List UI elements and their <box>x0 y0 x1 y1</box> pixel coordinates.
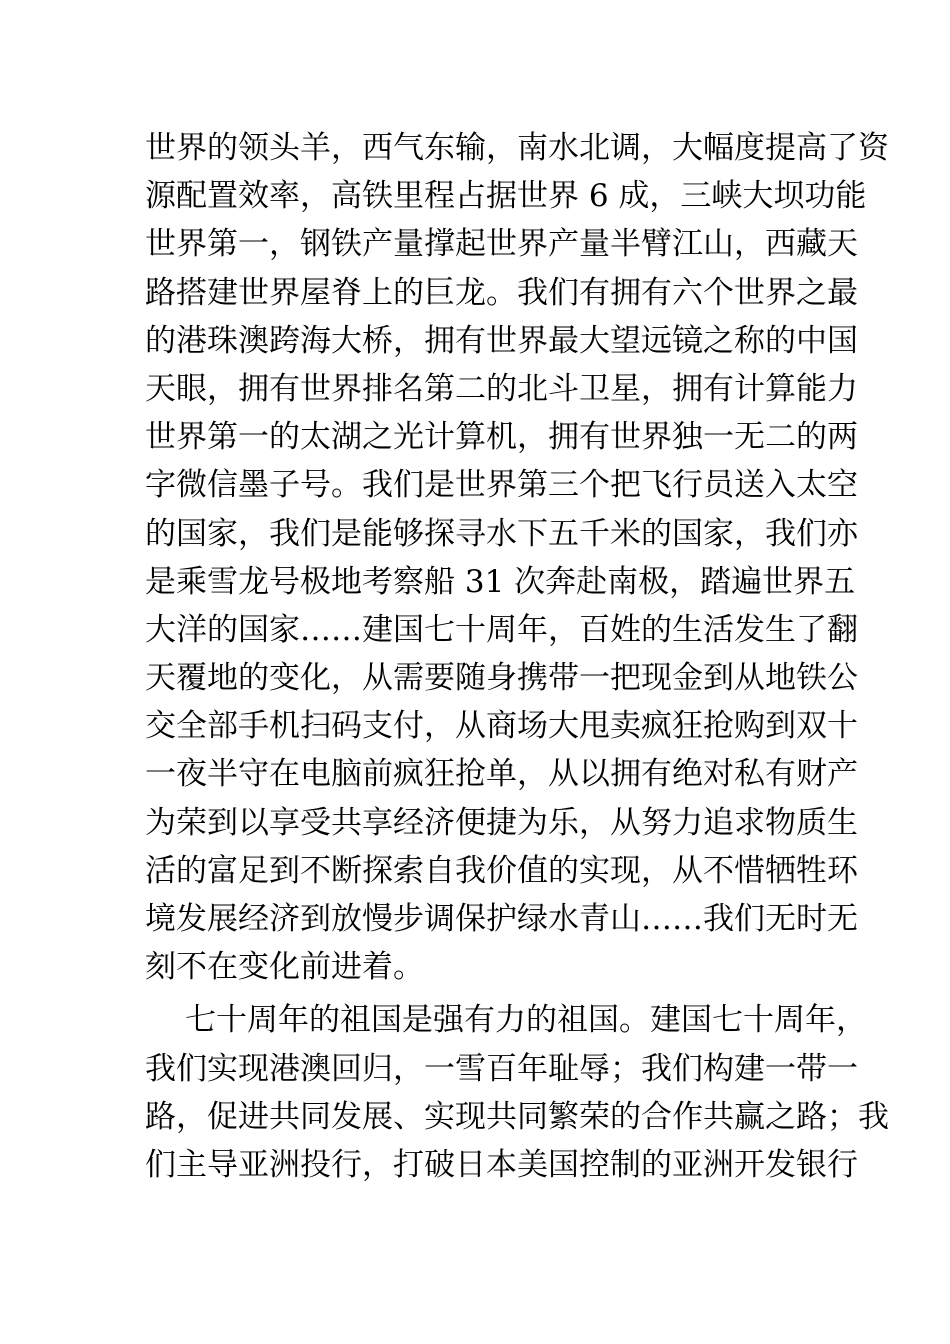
text-line: 活的富足到不断探索自我价值的实现，从不惜牺牲环 <box>145 852 858 889</box>
text-line: 天眼，拥有世界排名第二的北斗卫星，拥有计算能力 <box>145 370 858 407</box>
text-line: 路搭建世界屋脊上的巨龙。我们有拥有六个世界之最 <box>145 274 858 311</box>
text-line: 我们实现港澳回归，一雪百年耻辱；我们构建一带一 <box>145 1050 858 1087</box>
text-line: 源配置效率，高铁里程占据世界 6 成，三峡大坝功能 <box>145 178 867 215</box>
text-line: 字微信墨子号。我们是世界第三个把飞行员送入太空 <box>145 467 858 504</box>
paragraph-1 <box>145 124 889 991</box>
text-line: 世界第一的太湖之光计算机，拥有世界独一无二的两 <box>145 419 858 456</box>
text-line: 境发展经济到放慢步调保护绿水青山……我们无时无 <box>145 901 858 937</box>
text-line: 刻不在变化前进着。 <box>145 949 424 986</box>
text-line: 世界第一，钢铁产量撑起世界产量半臂江山，西藏天 <box>145 226 858 263</box>
text-line: 们主导亚洲投行，打破日本美国控制的亚洲开发银行 <box>145 1146 858 1183</box>
text-line: 是乘雪龙号极地考察船 31 次奔赴南极，踏遍世界五 <box>145 563 856 600</box>
text-line: 交全部手机扫码支付，从商场大甩卖疯狂抢购到双十 <box>145 708 858 745</box>
text-line: 七十周年的祖国是强有力的祖国。建国七十周年， <box>185 1002 867 1039</box>
text-line: 大洋的国家……建国七十周年，百姓的生活发生了翻 <box>145 611 858 648</box>
paragraph-2 <box>145 996 889 1189</box>
text-line: 世界的领头羊，西气东输，南水北调，大幅度提高了资 <box>145 130 889 166</box>
text-line: 一夜半守在电脑前疯狂抢单，从以拥有绝对私有财产 <box>145 756 858 793</box>
text-line: 为荣到以享受共享经济便捷为乐，从努力追求物质生 <box>145 804 858 841</box>
body-text <box>145 124 889 1189</box>
text-line: 的国家，我们是能够探寻水下五千米的国家，我们亦 <box>145 515 858 552</box>
text-line: 路，促进共同发展、实现共同繁荣的合作共赢之路；我 <box>145 1098 889 1135</box>
text-line: 的港珠澳跨海大桥，拥有世界最大望远镜之称的中国 <box>145 322 858 359</box>
text-line: 天覆地的变化，从需要随身携带一把现金到从地铁公 <box>145 660 858 697</box>
